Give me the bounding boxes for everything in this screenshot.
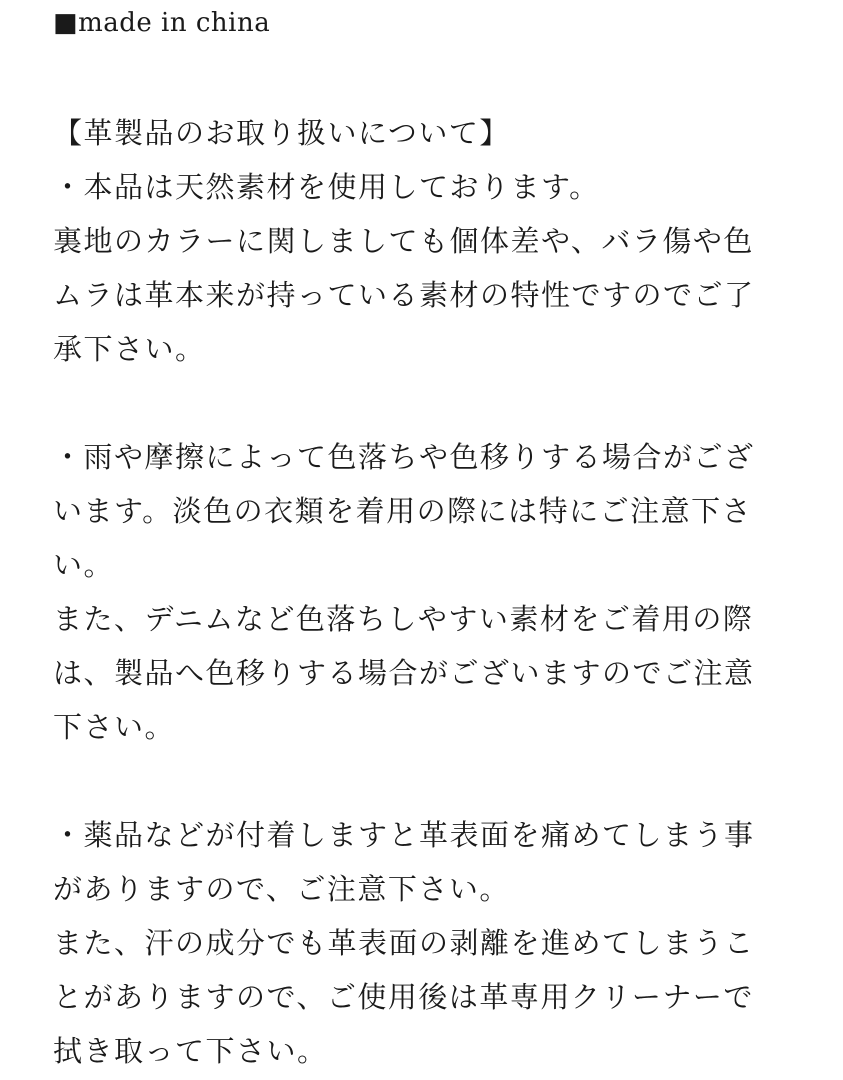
care-section-chemicals bbox=[53, 808, 833, 1078]
origin-text: ■made in china bbox=[53, 8, 271, 38]
paragraph-line: 下さい。 bbox=[53, 710, 176, 744]
blank-line bbox=[53, 754, 833, 808]
paragraph-line: また、デニムなど色落ちしやすい素材をご着用の際 bbox=[53, 602, 754, 636]
care-section-natural-material bbox=[53, 160, 833, 376]
product-notes bbox=[53, 0, 833, 1078]
paragraph-line: い。 bbox=[53, 548, 115, 582]
paragraph-line: 承下さい。 bbox=[53, 332, 206, 366]
care-section-color-transfer bbox=[53, 430, 833, 754]
paragraph-line: また、汗の成分でも革表面の剥離を進めてしまうこ bbox=[53, 926, 755, 960]
paragraph-line: ムラは革本来が持っている素材の特性ですのでご了 bbox=[53, 278, 755, 312]
paragraph-line: ・雨や摩擦によって色落ちや色移りする場合がござ bbox=[53, 440, 755, 474]
care-heading: 【革製品のお取り扱いについて】 bbox=[53, 116, 510, 150]
paragraph-line: 拭き取って下さい。 bbox=[53, 1034, 328, 1068]
blank-line bbox=[53, 376, 833, 430]
paragraph-line: とがありますので、ご使用後は革専用クリーナーで bbox=[53, 980, 754, 1014]
paragraph-line: います。淡色の衣類を着用の際には特にご注意下さ bbox=[53, 494, 753, 528]
paragraph-line: は、製品へ色移りする場合がございますのでご注意 bbox=[53, 656, 755, 690]
paragraph-line: ・本品は天然素材を使用しております。 bbox=[53, 170, 600, 204]
paragraph-line: 裏地のカラーに関しましても個体差や、バラ傷や色 bbox=[53, 224, 754, 258]
spacer bbox=[53, 46, 833, 106]
paragraph-line: ・薬品などが付着しますと革表面を痛めてしまう事 bbox=[53, 818, 755, 852]
paragraph-line: がありますので、ご注意下さい。 bbox=[53, 872, 510, 906]
